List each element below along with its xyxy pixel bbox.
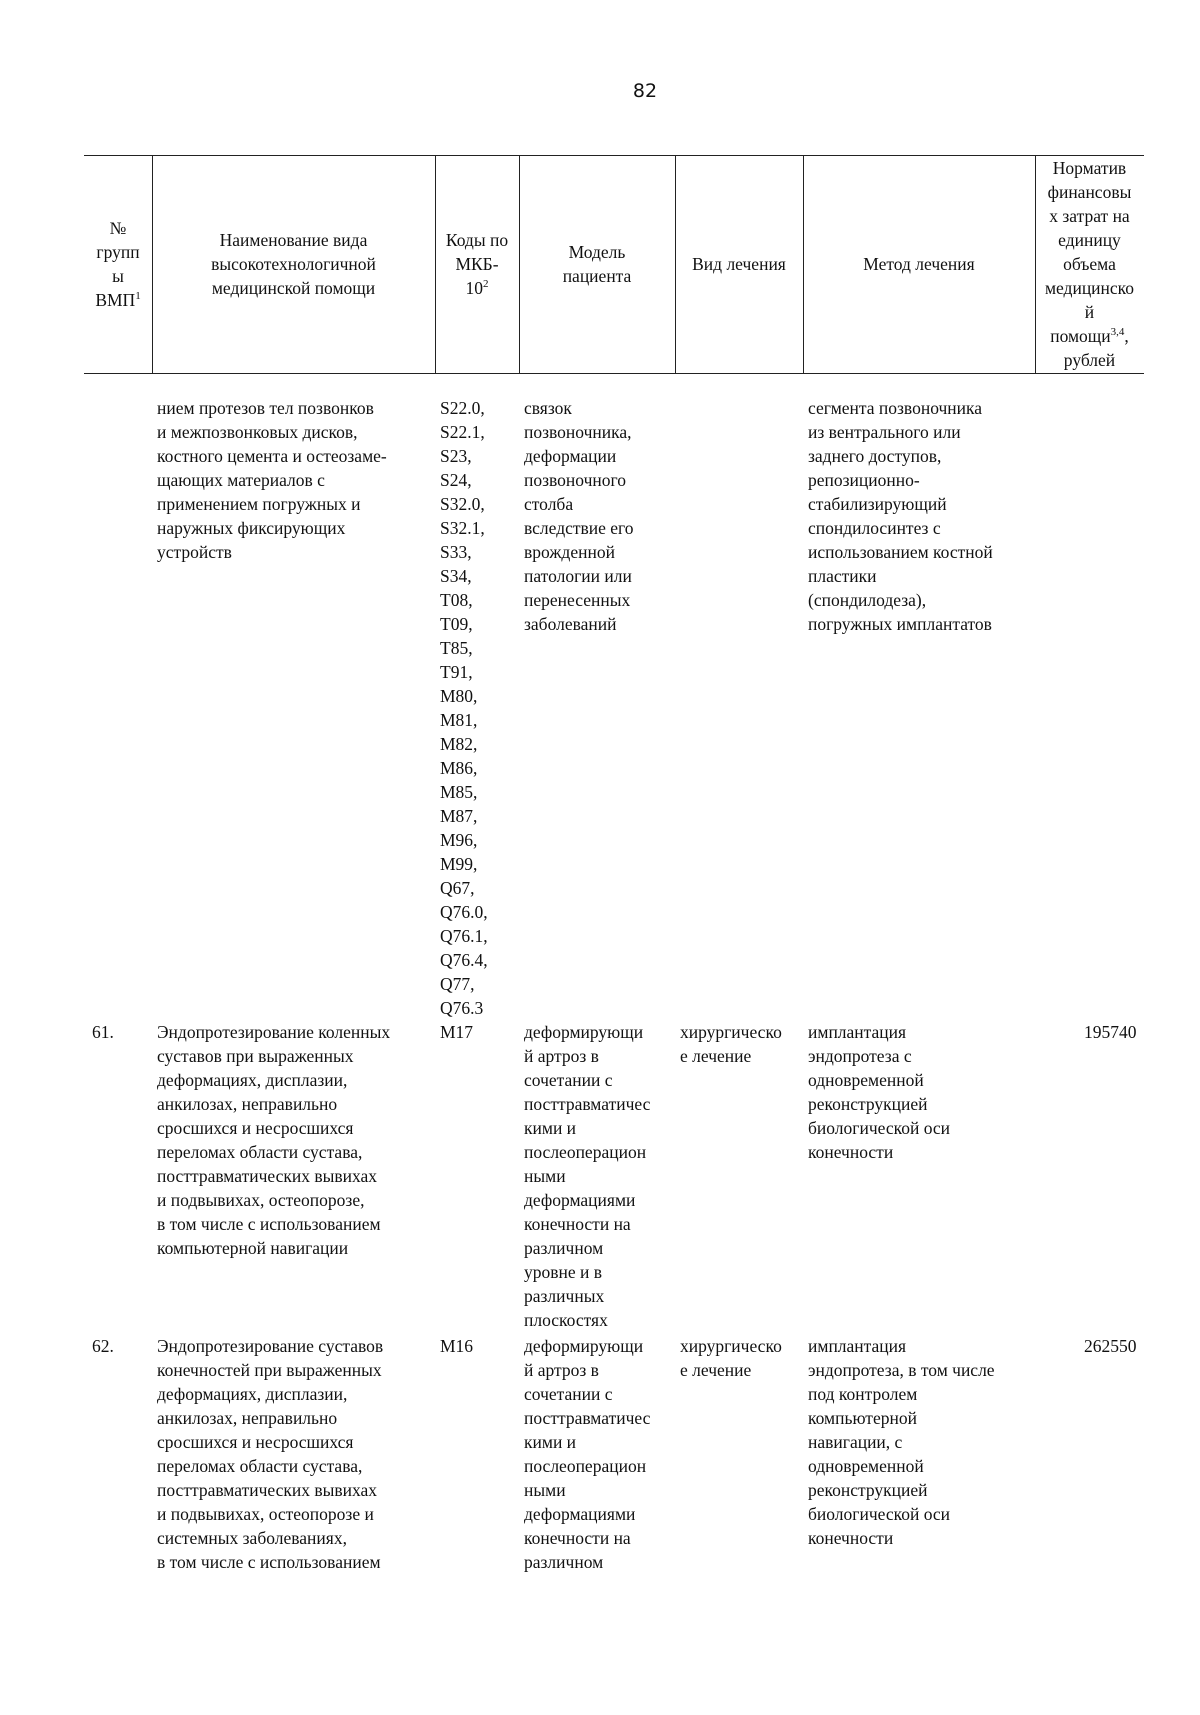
header-treatment-type-text: Вид лечения — [692, 254, 786, 274]
row-group-number: 62. — [92, 1336, 114, 1356]
header-patient-model — [519, 155, 675, 373]
header-icd-codes-footnote: 2 — [482, 278, 489, 291]
row-group-number: 61. — [92, 1022, 114, 1042]
header-cost-norm-footnote: 3,4 — [1110, 326, 1125, 339]
header-cost-norm-unit: , рублей — [1063, 326, 1129, 370]
header-cost-norm-text: Норматив финансовы х затрат на единицу объема медицинско й помощи — [1044, 158, 1135, 346]
row-cost-norm: 195740 — [1084, 1022, 1137, 1042]
row-icd-codes: M16 — [440, 1336, 474, 1356]
row-patient-model: деформирующи й артроз в сочетании с посттравматичес кими и послеоперацион ными деформациями конечности на различном уровне и в различных плоскостях — [524, 1022, 651, 1330]
page-number: 82 — [632, 80, 658, 102]
header-group-number-text: № групп ы ВМП — [95, 218, 140, 310]
header-bottom-border — [84, 373, 1144, 374]
header-treatment-method — [803, 155, 1035, 373]
header-cost-norm — [1035, 155, 1144, 373]
header-icd-codes — [435, 155, 519, 373]
row-care-name: Эндопротезирование коленных суставов при выраженных деформациях, дисплазии, анкилозах, неправильно сросшихся и несросшихся переломах области сустава, посттравматических вывихах и подвывихах, остеопорозе, в том числе с использованием компьютерной навигации — [157, 1022, 391, 1258]
row-cost-norm: 262550 — [1084, 1336, 1137, 1356]
header-care-name — [152, 155, 435, 373]
header-icd-codes-text: Коды по МКБ- 10 — [445, 230, 509, 298]
header-treatment-type — [675, 155, 803, 373]
row-treatment-method: имплантация эндопротеза, в том числе под контролем компьютерной навигации, с одновременной реконструкцией биологической оси конечности — [808, 1336, 995, 1548]
row-patient-model: связок позвоночника, деформации позвоночного столба вследствие его врожденной патологии или перенесенных заболеваний — [524, 398, 634, 634]
row-treatment-type: хирургическо е лечение — [680, 1336, 782, 1380]
row-care-name: нием протезов тел позвонков и межпозвонковых дисков, костного цемента и остеозаме- щающих материалов с применением погружных и наружных фиксирующих устройств — [157, 398, 387, 562]
header-group-number-footnote: 1 — [135, 290, 141, 303]
row-patient-model: деформирующи й артроз в сочетании с посттравматичес кими и послеоперацион ными деформациями конечности на различном — [524, 1336, 651, 1572]
row-icd-codes: M17 — [440, 1022, 474, 1042]
row-care-name: Эндопротезирование суставов конечностей при выраженных деформациях, дисплазии, анкилозах, неправильно сросшихся и несросшихся переломах области сустава, посттравматических вывихах и подвывихах, остеопорозе и системных заболеваниях, в том числе с использованием — [157, 1336, 384, 1572]
row-treatment-type: хирургическо е лечение — [680, 1022, 782, 1066]
row-treatment-method: имплантация эндопротеза с одновременной реконструкцией биологической оси конечности — [808, 1022, 951, 1162]
row-icd-codes: S22.0, S22.1, S23, S24, S32.0, S32.1, S33, S34, T08, T09, T85, T91, M80, M81, M82, M86, M85, M87, M96, M99, Q67, Q76.0, Q76.1, Q76.4, Q77, Q76.3 — [440, 398, 488, 1018]
row-treatment-method: сегмента позвоночника из вентрального или заднего доступов, репозиционно- стабилизирующий спондилосинтез с использованием костной пластики (спондилодеза), погружных имплантатов — [808, 398, 993, 634]
medical-care-table — [84, 155, 1144, 1715]
header-patient-model-text: Модель пациента — [562, 242, 632, 286]
header-group-number — [84, 155, 152, 373]
header-care-name-text: Наименование вида высокотехнологичной медицинской помощи — [211, 230, 376, 298]
header-treatment-method-text: Метод лечения — [863, 254, 975, 274]
